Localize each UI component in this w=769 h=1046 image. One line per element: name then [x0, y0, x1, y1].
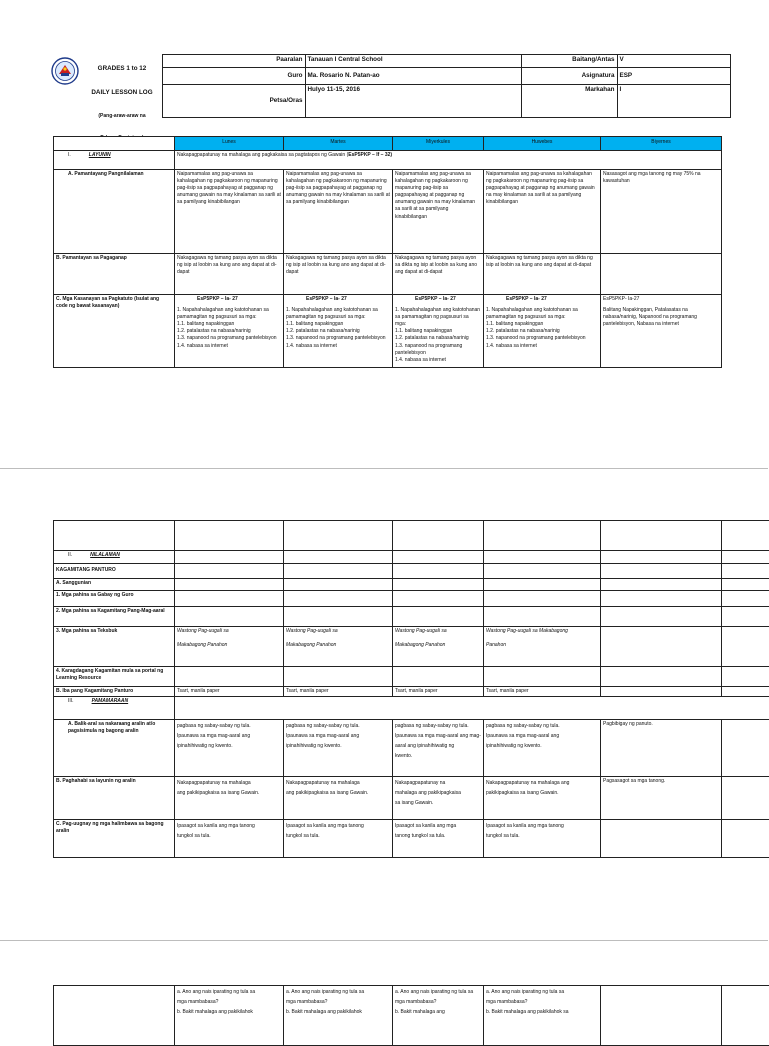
baitang-label: Baitang/Antas — [521, 55, 617, 68]
paaralan-value: Tanauan I Central School — [305, 55, 521, 68]
iba-lunes: Tsart, manila paper — [175, 687, 284, 697]
kagamitang-pang-mag-aaral-label: 2. Mga pahina sa Kagamitang Pang-Mag-aaral — [54, 607, 175, 627]
cell-b-lunes: Nakagagawa ng tamang pasya ayon sa dikta ng isip at loobin sa kung ano ang dapat at di-dapat — [175, 254, 284, 295]
cell-a-huwebes: Naipamamalas ang pag-unawa sa kahalagahan ng pagkakaroon ng mapanuring pag-iisip sa pagpapahayag at pagganap ng anumang gawain na may kinalaman sa sarili at sa pamilyang kinabibilangan — [484, 170, 601, 254]
balik-aral-lunes: pagbasa ng sabay-sabay ng tula. Ipaunawa sa mga mag-aaral ang ipinahihiwatig ng kwento. — [175, 720, 284, 777]
day-header-miyerkules: Miyerkules — [393, 137, 484, 151]
day-header-martes: Martes — [284, 137, 393, 151]
cell-b-biyernes — [601, 254, 722, 295]
paghahabi-label: B. Paghahabi sa layunin ng aralin — [54, 777, 175, 820]
code-huwebes: EsP5PKP – Ia- 27 — [506, 296, 547, 302]
paghahabi-huwebes: Nakapagpapatunay na mahalaga ang pakikipagkaisa sa isang Gawain. — [484, 777, 601, 820]
cell-b-miyerkules: Nakagagawa ng tamang pasya ayon sa dikta ng isip at loobin sa kung ano ang dapat at di-dapat — [393, 254, 484, 295]
cell-a-martes: Naipamamalas ang pag-unawa sa kahalagahan ng pagkakaroon ng mapanuring pag-iisip sa pagpapahayag at pagganap ng anumang gawain na may kinalaman sa sarili at sa pamilyang kinabibilangan — [284, 170, 393, 254]
cell-c-biyernes: EsP5PKP- Ia-27 Balitang Napakinggan, Patalasatas na nabasa/narinig, Napanood na programang pantelebisyon, Nabasa na internet — [601, 295, 722, 368]
header-table — [49, 54, 731, 118]
layunin-text: Nakapagpapatunay na mahalaga ang pagkakaisa sa pagtatapos ng Gawain (EsP5PKP – If – 32) — [175, 151, 722, 170]
iba-pang-kagamitan-label: B. Iba pang Kagamitang Panturo — [54, 687, 175, 697]
iba-huwebes: Tsart, manila paper — [484, 687, 601, 697]
nilalaman-heading: II. NILALAMAN — [54, 551, 175, 564]
pamantayan-sa-pagaganap-label: B. Pamantayan sa Pagaganap — [54, 254, 175, 295]
pag-uugnay-lunes: Ipasagot sa kanila ang mga tanong tungkol sa tula. — [175, 820, 284, 858]
tanong-miyerkules: a. Ano ang nais iparating ng tula sa mga mambabasa? b. Bakit mahalaga ang — [393, 986, 484, 1046]
balik-aral-miyerkules: pagbasa ng sabay-sabay ng tula. Ipaunawa sa mga mag-aaral ang mag- aaral ang ipinahihiwatig ng kwento. — [393, 720, 484, 777]
cell-a-miyerkules: Naipamamalas ang pag-unawa sa kahalagahan ng pagkakaroon ng mapanuring pag-iisip sa pagpapahayag at pagganap ng anumang gawain na may kinalaman sa sarili at sa pamilyang kinabibilangan — [393, 170, 484, 254]
paghahabi-lunes: Nakapagpapatunay na mahalaga ang pakikipagkaisa sa isang Gawain. — [175, 777, 284, 820]
lesson-table-page-1 — [53, 136, 722, 368]
paaralan-label: Paaralan — [162, 55, 305, 68]
guro-value: Ma. Rosario N. Patan-ao — [305, 68, 521, 85]
deped-seal-logo — [51, 57, 79, 85]
day-header-biyernes: Biyernes — [601, 137, 722, 151]
cell-b-martes: Nakagagawa ng tamang pasya ayon sa dikta ng isip at loobin sa kung ano ang dapat at di-dapat — [284, 254, 393, 295]
pag-uugnay-biyernes — [601, 820, 722, 858]
petsa-value: Hulyo 11-15, 2016 — [305, 85, 521, 118]
lesson-table-page-2 — [53, 520, 769, 858]
mga-kasanayan-label: C. Mga Kasanayan sa Pagkatuto (Isulat ang code ng bawat kasanayan) — [54, 295, 175, 368]
guro-label: Guro — [162, 68, 305, 85]
nilalaman-label: NILALAMAN — [90, 552, 120, 558]
layunin-heading: I. LAYUNIN — [54, 151, 175, 170]
pag-uugnay-label: C. Pag-uugnay ng mga halimbawa sa bagong aralin — [54, 820, 175, 858]
paghahabi-miyerkules: Nakapagpapatunay na mahalaga ang pakikipagkaisa sa isang Gawain. — [393, 777, 484, 820]
kagamitang-panturo-label: KAGAMITANG PANTURO — [54, 564, 175, 579]
petsa-label: Petsa/Oras — [162, 85, 305, 118]
balik-aral-huwebes: pagbasa ng sabay-sabay ng tula. Ipaunawa sa mga mag-aaral ang ipinahihiwatig ng kwento. — [484, 720, 601, 777]
markahan-value: I — [617, 85, 730, 118]
day-header-lunes: Lunes — [175, 137, 284, 151]
layunin-label: LAYUNIN — [88, 152, 111, 158]
teksbuk-miyerkules: Wastong Pag-uugali sa Makabagong Panahon — [393, 627, 484, 667]
cell-c-miyerkules: EsP5PKP – Ia- 27 1. Napahahalagahan ang katotohanan sa pamamagitan ng pagsusuri sa mga: 1.1. balitang napakinggan 1.2. patalastas na nabasa/narinig 1.3. napanood na programang pantelebisyon 1.4. nabasa sa internet — [393, 295, 484, 368]
daily-lesson-log-title: DAILY LESSON LOG — [91, 89, 153, 97]
gabay-ng-guro-label: 1. Mga pahina sa Gabay ng Guro — [54, 591, 175, 607]
asignatura-value: ESP — [617, 68, 730, 85]
balik-aral-martes: pagbasa ng sabay-sabay ng tula. Ipaunawa sa mga mag-aaral ang ipinahihiwatig ng kwento. — [284, 720, 393, 777]
pag-uugnay-miyerkules: Ipasagot sa kanila ang mga tanong tungkol sa tula. — [393, 820, 484, 858]
markahan-label: Markahan — [521, 85, 617, 118]
tanong-martes: a. Ano ang nais iparating ng tula sa mga mambabasa? b. Bakit mahalaga ang pakikilahok — [284, 986, 393, 1046]
asignatura-label: Asignatura — [521, 68, 617, 85]
layunin-code: EsP5PKP – If – 32) — [348, 152, 393, 158]
day-header-huwebes: Huwebes — [484, 137, 601, 151]
cell-c-lunes: EsP5PKP – Ia- 27 1. Napahahalagahan ang katotohanan sa pamamagitan ng pagsusuri sa mga: 1.1. balitang napakinggan 1.2. patalastas na nabasa/narinig 1.3. napanood na programang pantelebisyon 1.4. nabasa sa internet — [175, 295, 284, 368]
balik-aral-biyernes: Pagbibigay ng panuto. — [601, 720, 722, 777]
tanong-huwebes: a. Ano ang nais iparating ng tula sa mga mambabasa? b. Bakit mahalaga ang pakikilahok sa — [484, 986, 601, 1046]
grades-title: GRADES 1 to 12 — [97, 65, 147, 73]
deped-logo-cell — [49, 55, 162, 118]
code-martes: EsP5PKP – Ia- 27 — [306, 296, 347, 302]
code-biyernes: EsP5PKP- Ia-27 — [603, 296, 640, 302]
teksbuk-martes: Wastong Pag-uugali sa Makabagong Panahon — [284, 627, 393, 667]
iba-martes: Tsart, manila paper — [284, 687, 393, 697]
paghahabi-martes: Nakapagpapatunay na mahalaga ang pakikipagkaisa sa isang Gawain. — [284, 777, 393, 820]
teksbuk-label: 3. Mga pahina sa Teksbuk — [54, 627, 175, 667]
baitang-value: V — [617, 55, 730, 68]
karagdagang-kagamitan-label: 4. Karagdagang Kagamitan mula sa portal ng Learning Resource — [54, 667, 175, 687]
cell-b-huwebes: Nakagagawa ng tamang pasya ayon sa dikta ng isip at loobin sa kung ano ang dapat at di-dapat — [484, 254, 601, 295]
cell-c-martes: EsP5PKP – Ia- 27 1. Napahahalagahan ang katotohanan sa pamamagitan ng pagsusuri sa mga: 1.1. balitang napakinggan 1.2. patalastas na nabasa/narinig 1.3. napanood na programang pantelebisyon 1.4. nabasa sa internet — [284, 295, 393, 368]
pamantayang-pangnilalaman-label: A. Pamantayang Pangnilalaman — [54, 170, 175, 254]
cell-a-lunes: Naipamamalas ang pag-unawa sa kahalagahan ng pagkakaroon ng mapanuring pag-iisip sa pagpapahayag at pagganap ng anumang gawain na may kinalaman sa sarili at sa pamilyang kinabibilangan — [175, 170, 284, 254]
teksbuk-huwebes: Wastong Pag-uugali sa Makabagong Panahon — [484, 627, 601, 667]
sanggunian-label: A. Sanggunian — [54, 579, 175, 591]
pamamaraan-heading: III. PAMAMARAAN — [54, 697, 175, 720]
paghahabi-biyernes: Pagsasagot sa mga tanong. — [601, 777, 722, 820]
code-miyerkules: EsP5PKP – Ia- 27 — [415, 296, 456, 302]
lesson-table-page-3 — [53, 985, 769, 1046]
pamamaraan-label: PAMAMARAAN — [91, 698, 129, 705]
subtitle-line-1: (Pang-araw-araw na — [98, 113, 146, 120]
cell-c-huwebes: EsP5PKP – Ia- 27 1. Napahahalagahan ang katotohanan sa pamamagitan ng pagsusuri sa mga: 1.1. balitang napakinggan 1.2. patalastas na nabasa/narinig 1.3. napanood na programang pantelebisyon 1.4. nabasa sa internet — [484, 295, 601, 368]
balik-aral-label: A. Balik-aral sa nakaraang aralin at/o pagsisimula ng bagong aralin — [54, 720, 175, 777]
teksbuk-lunes: Wastong Pag-uugali sa Makabagong Panahon — [175, 627, 284, 667]
pag-uugnay-huwebes: Ipasagot sa kanila ang mga tanong tungkol sa tula. — [484, 820, 601, 858]
tanong-lunes: a. Ano ang nais iparating ng tula sa mga mambabasa? b. Bakit mahalaga ang pakikilahok — [175, 986, 284, 1046]
page-divider — [0, 468, 768, 469]
code-lunes: EsP5PKP – Ia- 27 — [197, 296, 238, 302]
cell-a-biyernes: Nasasagot ang mga tanong ng may 75% na kawastuhan — [601, 170, 722, 254]
pag-uugnay-martes: Ipasagot sa kanila ang mga tanong tungkol sa tula. — [284, 820, 393, 858]
page-divider-2 — [0, 940, 768, 941]
iba-miyerkules: Tsart, manila paper — [393, 687, 484, 697]
iba-biyernes — [601, 687, 722, 697]
